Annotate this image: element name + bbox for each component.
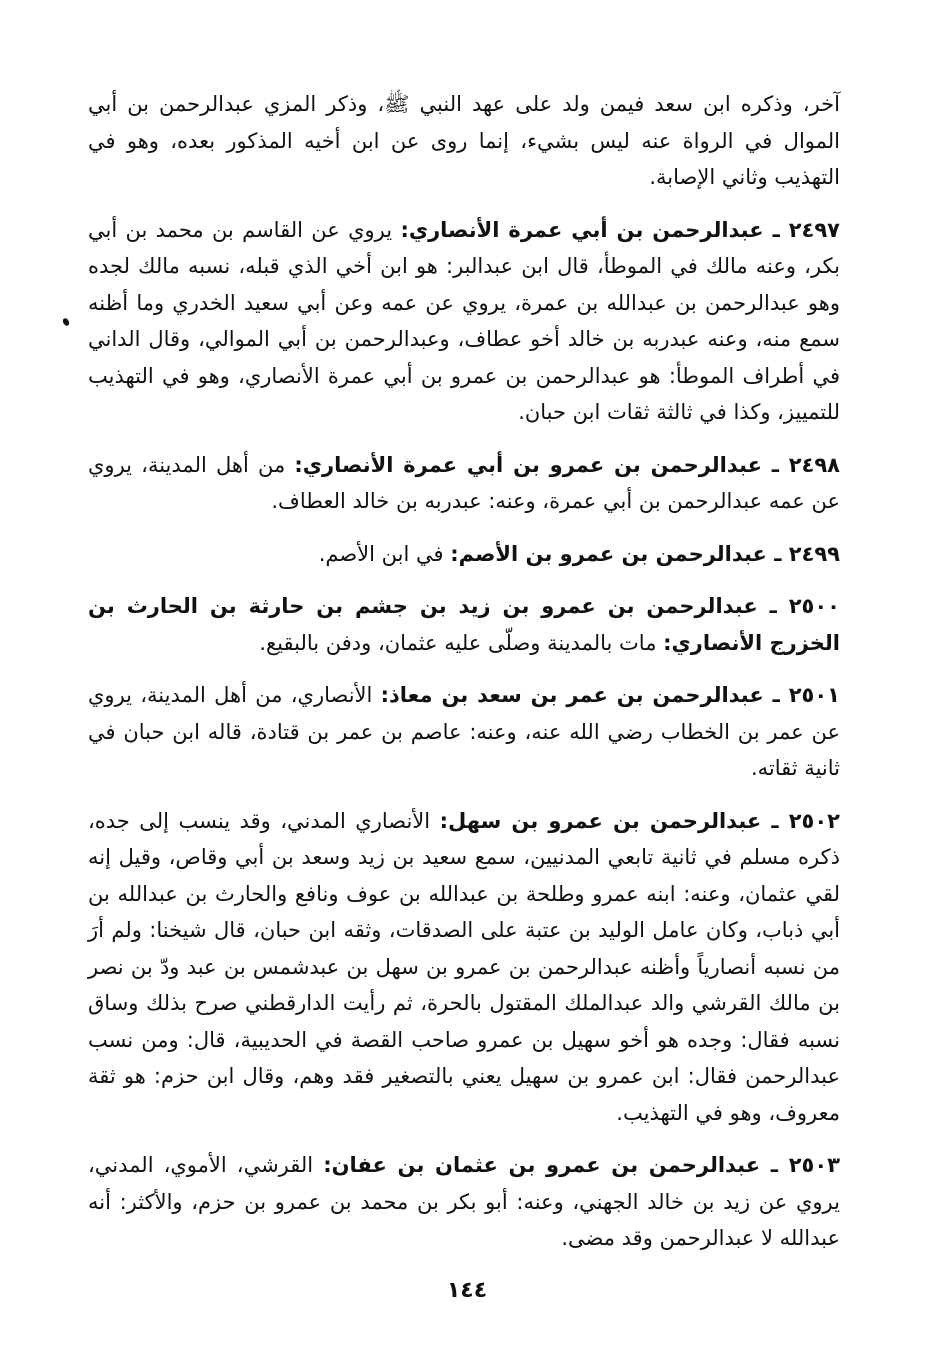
- entry-dash: ـ: [763, 683, 789, 707]
- entry-number: ٢٤٩٩: [788, 541, 840, 566]
- entry-name: عبدالرحمن بن عمرو بن عثمان بن عفان:: [323, 1153, 761, 1177]
- entry-2499: [88, 536, 840, 573]
- margin-ink-mark: [62, 317, 71, 327]
- entry-name: عبدالرحمن بن أبي عمرة الأنصاري:: [400, 217, 764, 242]
- entry-dash: ـ: [763, 217, 789, 242]
- entry-text: من أهل المدينة، يروي عن عمه عبدالرحمن بن أبي عمرة، وعنه: عبدربه بن خالد العطاف.: [88, 452, 840, 513]
- entry-2501: [88, 677, 840, 787]
- entry-number: ٢٥٠١: [788, 683, 840, 707]
- entry-text: الأنصاري، من أهل المدينة، يروي عن عمر بن الخطاب رضي الله عنه، وعنه: عاصم بن عمر بن قتادة، قاله ابن حبان في ثانية ثقاته.: [88, 683, 840, 780]
- entry-number: ٢٤٩٨: [788, 452, 841, 477]
- entry-2500: [88, 588, 840, 661]
- entry-number: ٢٤٩٧: [788, 217, 840, 242]
- entry-2503: [88, 1147, 840, 1257]
- entry-dash: ـ: [761, 808, 789, 833]
- entry-dash: ـ: [760, 1153, 789, 1177]
- entry-dash: ـ: [757, 594, 789, 618]
- entry-name: عبدالرحمن بن عمرو بن زيد بن جشم بن حارثة بن الحارث بن الخزرج الأنصاري:: [88, 594, 840, 655]
- entry-name: عبدالرحمن بن عمرو بن الأصم:: [450, 541, 767, 566]
- entry-2502: [88, 803, 840, 1132]
- entry-number: ٢٥٠٠: [788, 594, 840, 618]
- entry-name: عبدالرحمن بن عمرو بن أبي عمرة الأنصاري:: [294, 452, 762, 477]
- entry-name: عبدالرحمن بن عمرو بن سهل:: [439, 808, 762, 833]
- entry-dash: ـ: [761, 452, 789, 477]
- entry-2497: [88, 212, 840, 431]
- entry-2498: [88, 447, 840, 520]
- page-number: ١٤٤: [446, 1278, 488, 1303]
- page-body: [88, 86, 840, 1273]
- entry-text: في ابن الأصم.: [318, 541, 444, 566]
- intro-paragraph: آخر، وذكره ابن سعد فيمن ولد على عهد النبي ﷺ، وذكر المزي عبدالرحمن بن أبي الموال في الرواة عنه ليس بشيء، إنما روى عن ابن أخيه المذكور بعده، وهو في التهذيب وثاني الإصابة.: [88, 92, 840, 189]
- entry-name: عبدالرحمن بن عمر بن سعد بن معاذ:: [380, 683, 764, 707]
- entry-text: يروي عن القاسم بن محمد بن أبي بكر، وعنه مالك في الموطأ، قال ابن عبدالبر: هو ابن أخي الذي قبله، نسبه مالك لجده وهو عبدالرحمن بن عبدالله بن عمرة، يروي عن عمه وعن أبي سعيد الخدري وما أظنه سمع منه، وعنه عبدربه بن خالد أخو عطاف، وعبدالرحمن بن أبي الموالي، وقال الداني في أطراف الموطأ: هو عبدالرحمن بن عمرو بن أبي عمرة الأنصاري، وهو في التهذيب للتمييز، وكذا في ثالثة ثقات ابن حبان.: [88, 217, 840, 424]
- entry-text: القرشي، الأموي، المدني، يروي عن زيد بن خالد الجهني، وعنه: أبو بكر بن محمد بن عمرو بن حزم، والأكثر: أنه عبدالله لا عبدالرحمن وقد مضى.: [88, 1153, 840, 1250]
- entry-text: الأنصاري المدني، وقد ينسب إلى جده، ذكره مسلم في ثانية تابعي المدنيين، سمع سعيد بن زيد وسعد بن أبي وقاص، وقيل إنه لقي عثمان، وعنه: ابنه عمرو وطلحة بن عبدالله بن عوف ونافع والحارث بن عبدالله بن أبي ذباب، وكان عامل الوليد بن عتبة على الصدقات، وثقه ابن حبان، قال شيخنا: ولم أرَ من نسبه أنصارياً وأظنه عبدالرحمن بن عمرو بن سهل بن عبدشمس بن عبد ودّ بن نصر بن مالك القرشي والد عبدالملك المقتول بالحرة، ثم رأيت الدارقطني صرح بذلك وساق نسبه فقال: وجده هو أخو سهيل بن عمرو صاحب القصة في الحديبية، قال: ومن نسب عبدالرحمن فقال: ابن عمرو بن سهيل يعني بالتصغير فقد وهم، وقال ابن حزم: هو ثقة معروف، وهو في التهذيب.: [88, 808, 840, 1125]
- entry-dash: ـ: [766, 541, 789, 566]
- entry-number: ٢٥٠٣: [788, 1153, 840, 1177]
- entry-text: مات بالمدينة وصلّى عليه عثمان، ودفن بالبقيع.: [259, 630, 657, 655]
- entry-number: ٢٥٠٢: [788, 808, 840, 833]
